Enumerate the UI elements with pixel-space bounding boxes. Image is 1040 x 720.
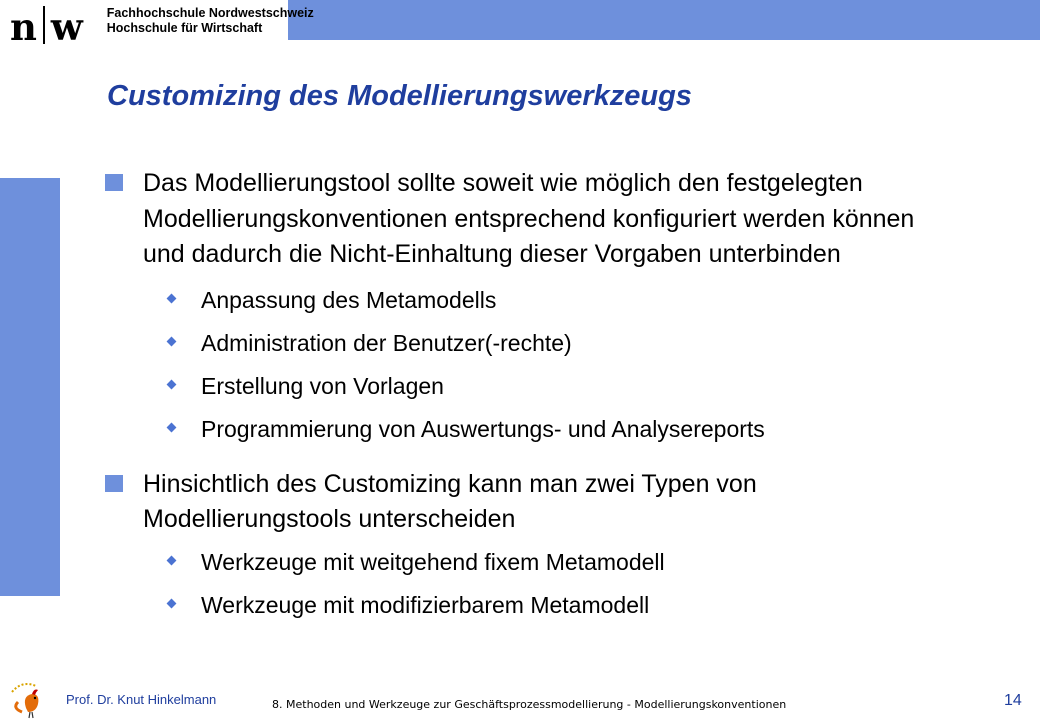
logo-mark-n: n: [10, 5, 37, 49]
side-accent-bar: [0, 178, 60, 596]
sub-item: [105, 584, 945, 627]
diamond-bullet-icon: [167, 555, 177, 565]
fhnw-logo: [10, 2, 314, 49]
logo-text: [107, 6, 314, 36]
logo-line-2: Hochschule für Wirtschaft: [106, 21, 263, 35]
bullet-item-2: [105, 467, 945, 537]
sub-item-text: Administration der Benutzer(-rechte): [201, 330, 572, 356]
logo-mark-w: w: [50, 5, 83, 49]
bullet-item-1: [105, 166, 945, 273]
logo-mark: [10, 2, 83, 49]
diamond-bullet-icon: [167, 422, 177, 432]
sub-item-text: Anpassung des Metamodells: [201, 287, 497, 313]
page-number: 14: [1004, 692, 1022, 709]
sub-item: [105, 408, 945, 451]
sub-item-text: Werkzeuge mit modifizierbarem Metamodell: [201, 592, 650, 618]
sub-item-text: Werkzeuge mit weitgehend fixem Metamodell: [201, 549, 665, 575]
sub-item: [105, 279, 945, 322]
footer-caption: 8. Methoden und Werkzeuge zur Geschäftsprozessmodellierung - Modellierungskonventionen: [272, 698, 787, 711]
slide-title: Customizing des Modellierungswerkzeugs: [107, 80, 692, 112]
square-bullet-icon: [105, 174, 123, 191]
diamond-bullet-icon: [167, 293, 177, 303]
diamond-bullet-icon: [167, 598, 177, 608]
logo-line-1: Fachhochschule Nordwestschweiz: [106, 6, 314, 20]
diamond-bullet-icon: [167, 379, 177, 389]
sub-item: [105, 365, 945, 408]
rooster-logo-icon: [8, 678, 54, 720]
header-accent-bar: [288, 0, 1040, 40]
author-name: Prof. Dr. Knut Hinkelmann: [66, 692, 217, 707]
bullet-text: Das Modellierungstool sollte soweit wie möglich den festgelegten Modellierungskonventionen entsprechend konfiguriert werden können und dadurch die Nicht-Einhaltung dieser Vorgaben unterbinden: [143, 169, 915, 268]
sub-list-1: [105, 279, 945, 451]
slide-content: [105, 166, 945, 627]
bullet-text: Hinsichtlich des Customizing kann man zwei Typen von Modellierungstools unterscheiden: [143, 469, 757, 533]
sub-item-text: Programmierung von Auswertungs- und Analysereports: [201, 416, 765, 442]
sub-item-text: Erstellung von Vorlagen: [201, 373, 444, 399]
square-bullet-icon: [105, 475, 123, 492]
sub-item: [105, 322, 945, 365]
logo-slash: [43, 6, 45, 44]
diamond-bullet-icon: [167, 336, 177, 346]
sub-item: [105, 541, 945, 584]
sub-list-2: [105, 541, 945, 627]
